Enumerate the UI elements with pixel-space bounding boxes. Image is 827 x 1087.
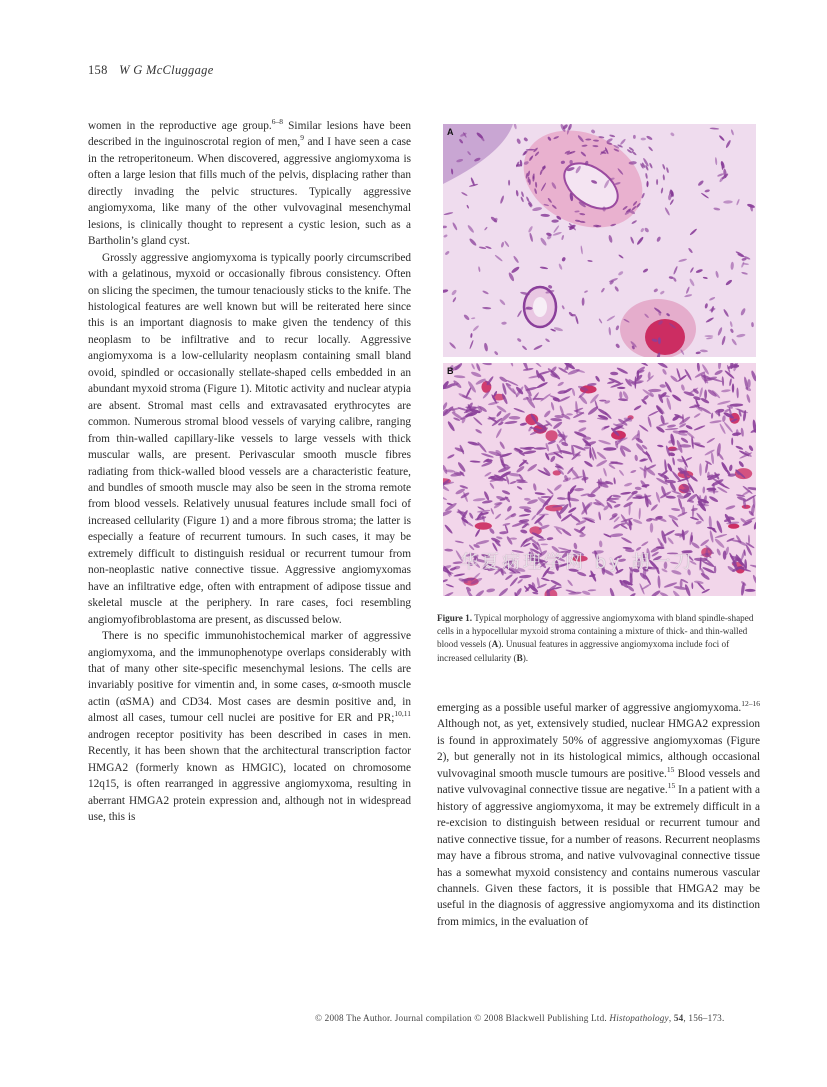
running-header [88,63,214,78]
citation[interactable]: 9 [300,133,304,143]
figure-panel-a [443,124,756,357]
panel-label-b: B [447,366,454,376]
journal-name: Histopathology [609,1013,669,1023]
right-column [437,700,760,930]
watermark: 华夏病理学网 by 胡一刀 [460,552,695,573]
citation[interactable]: 15 [666,765,675,775]
citation[interactable]: 12–16 [741,699,760,709]
caption-label: Figure 1. [437,613,473,623]
page-number: 158 [88,63,108,77]
paragraph-3: There is no specific immunohistochemical marker of aggressive angiomyxoma, and the immunophenotype overlaps considerably with that of many other site-specific mesenchymal lesions. The cells are invariably positive for vimentin and, in some cases, α-smooth muscle actin (αSMA) and CD34. Most cases are desmin positive and, in almost all cases, tumour cell nuclei are positive for ER and PR;$^{10,11}$ androgen receptor positivity has been described in cases in men. Recently, it has been shown that the architectural transcription factor HMGA2 (formerly known as HMGIC), located on chromosome 12q15, is often rearranged in aggressive angiomyxoma, resulting in aberrant HMGA2 protein expression and, although not in widespread use, this is [88,630,411,824]
paragraph-1: women in the reproductive age group.$^{6-8}$ Similar lesions have been described in the inguinoscrotal region of men,$^9$ and I have seen a case in the retroperitoneum. When discovered, aggressive angiomyxoma is often a large lesion that fills much of the pelvis, displacing rather than directly invading the pelvic structures. Typically aggressive angiomyxoma, like many of the other vulvovaginal mesenchymal lesions, is clinically thought to represent a cystic lesion, such as a Bartholin’s gland cyst. [88,117,411,248]
page-footer: © 2008 The Author. Journal compilation © 2008 Blackwell Publishing Ltd. Histopathology, 54, 156–173. [315,1013,725,1023]
paragraph-4: emerging as a possible useful marker of aggressive angiomyxoma.$^{12-16}$ Although not, as yet, extensively studied, nuclear HMGA2 expression is found in approximately 50% of aggressive angiomyxomas (Figure 2), but generally not in its histological mimics, although occasional vulvovaginal smooth muscle tumours are positive.$^{15}$ Blood vessels and native vulvovaginal connective tissue are negative.$^{15}$ In a patient with a history of aggressive angiomyxoma, it may be extremely difficult in a re-excision to distinguish between residual or recurrent tumour and native connective tissue, for a number of reasons. Recurrent neoplasms may have a fibrous stroma, and native vulvovaginal connective tissue has a somewhat myxoid consistency and contains numerous vascular channels. Given these factors, it is possible that HMGA2 may be useful in the diagnosis of aggressive angiomyxoma and its distinction from mimics, in the evaluation of [437,699,761,928]
panel-label-a: A [447,127,454,137]
histology-image-a [443,124,756,357]
citation[interactable]: 15 [667,781,676,791]
paragraph-2: Grossly aggressive angiomyxoma is typically poorly circumscribed with a gelatinous, myxoid or occasionally fibrous consistency. Often on slicing the specimen, the tumour tenaciously sticks to the knife. The histological features are well known but will be reiterated here since this is an important diagnosis to make given the tendency of this neoplasm to be infiltrative and to recur locally. Aggressive angiomyxoma is a low-cellularity neoplasm containing small bland ovoid, spindled or occasionally stellate-shaped cells embedded in an abundant myxoid stroma (Figure 1). Mitotic activity and nuclear atypia are absent. Stromal mast cells and extravasated erythrocytes are common. Numerous stromal blood vessels of varying calibre, ranging from thin-walled capillary-like vessels to large vessels with thick muscular walls, are present. Perivascular smooth muscle fibres radiating from thick-walled blood vessels are a characteristic feature, and bundles of smooth muscle may also be seen in the stroma remote from blood vessels. Relatively unusual features include small foci of increased cellularity (Figure 1) and a more fibrous stroma; the latter is especially a feature of recurrent tumours. In such cases, it may be extremely difficult to distinguish residual or recurrent tumour from non-neoplastic native connective tissue. Aggressive angiomyxomas have an infiltrative edge, often with entrapment of adipose tissue and skeletal muscle at the periphery. In rare cases, foci resembling angiomyofibroblastoma are present, as discussed below. [88,251,411,626]
citation[interactable]: 10,11 [394,709,411,719]
left-column [88,118,411,825]
running-author: W G McCluggage [119,63,214,77]
citation[interactable]: 6–8 [271,117,283,127]
figure-caption: Figure 1. Typical morphology of aggressive angiomyxoma with bland spindle-shaped cells in a hypocellular myxoid stroma containing a mixture of thick- and thin-walled blood vessels (A). Unusual features in aggressive angiomyxoma include foci of increased cellularity (B). [437,613,754,663]
